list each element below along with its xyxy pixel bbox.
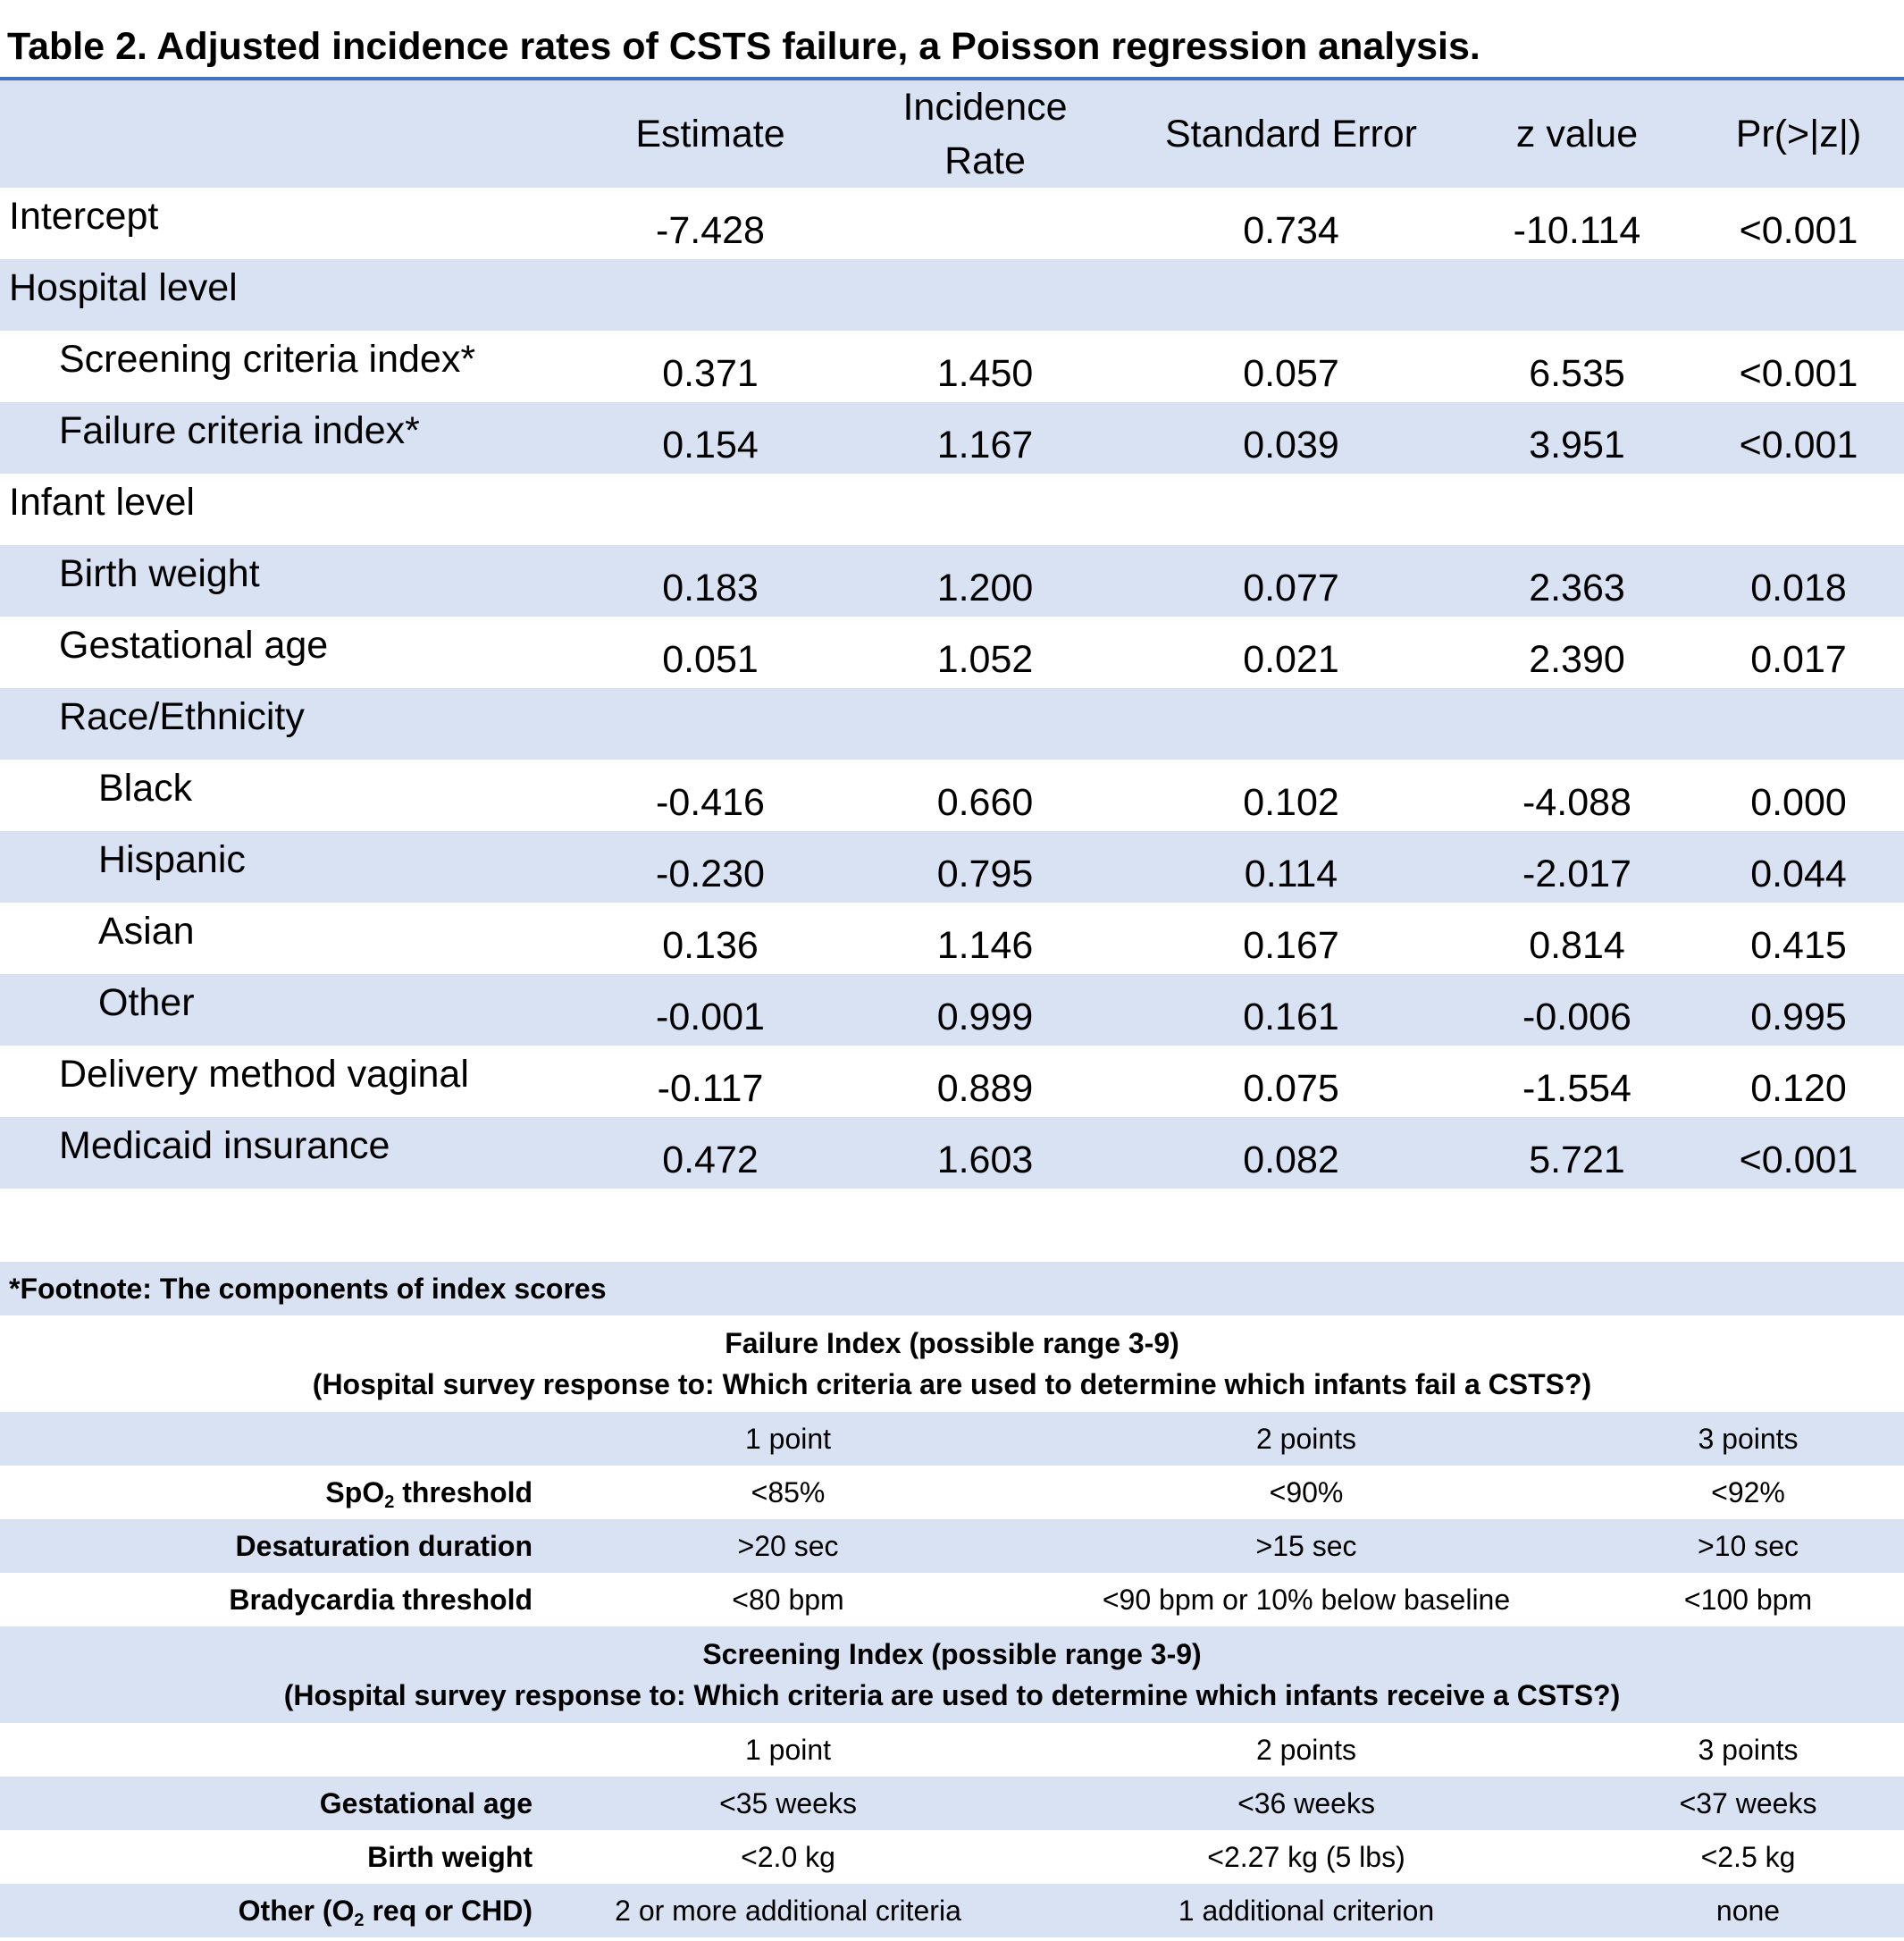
points-header: 1 point	[556, 1412, 1020, 1466]
table-row	[0, 474, 1904, 545]
criterion-label-text: Gestational age	[319, 1786, 533, 1819]
cell-p-value: 0.018	[1693, 545, 1904, 617]
cell-p-value: <0.001	[1693, 402, 1904, 474]
points-blank	[0, 1412, 556, 1466]
cell-estimate: -0.001	[572, 974, 849, 1046]
criterion-value: <90%	[1269, 1475, 1344, 1508]
table-row	[0, 974, 1904, 1046]
row-label: Black	[98, 767, 193, 810]
table-row	[0, 1046, 1904, 1117]
cell-z-value: 3.951	[1461, 402, 1693, 474]
table-row	[0, 903, 1904, 974]
cell-incidence-rate	[849, 188, 1121, 259]
criterion-value: <90 bpm or 10% below baseline	[1102, 1583, 1511, 1616]
cell-p-value	[1693, 688, 1904, 760]
cell-estimate: -0.230	[572, 831, 849, 903]
criterion-label	[0, 1777, 556, 1830]
criterion-label-text: SpO	[325, 1475, 385, 1508]
points-header: 1 point	[744, 1733, 832, 1766]
cell-incidence-rate: 1.200	[849, 545, 1121, 617]
points-header: 3 points	[1698, 1733, 1799, 1766]
table-row	[0, 331, 1904, 402]
table-row	[0, 259, 1904, 331]
criterion-value: <100 bpm	[1683, 1583, 1813, 1616]
cell-z-value: 5.721	[1461, 1117, 1693, 1189]
criterion-value: 2 or more additional criteria	[556, 1884, 1020, 1937]
footnote-table	[0, 1262, 1904, 1937]
screening-index-title-row	[0, 1626, 1904, 1723]
cell-std-error: 0.039	[1121, 402, 1461, 474]
cell-incidence-rate	[849, 688, 1121, 760]
criterion-value: >10 sec	[1592, 1519, 1904, 1573]
header-z-value: z value	[1461, 80, 1693, 188]
cell-std-error: 0.082	[1121, 1117, 1461, 1189]
table-row	[0, 188, 1904, 259]
cell-p-value: 0.120	[1750, 1067, 1847, 1110]
cell-std-error: 0.077	[1121, 545, 1461, 617]
cell-z-value	[1461, 259, 1693, 331]
table-row	[0, 688, 1904, 760]
criterion-row	[0, 1573, 1904, 1626]
cell-z-value: -0.006	[1461, 974, 1693, 1046]
cell-std-error	[1121, 688, 1461, 760]
cell-incidence-rate: 1.450	[936, 352, 1034, 395]
cell-std-error: 0.021	[1243, 638, 1339, 681]
cell-estimate: -7.428	[656, 209, 765, 252]
table-row	[0, 545, 1904, 617]
cell-z-value: 2.363	[1461, 545, 1693, 617]
header-incidence-line1: Incidence	[902, 86, 1068, 129]
criterion-value: <37 weeks	[1592, 1777, 1904, 1830]
cell-estimate: -0.117	[657, 1067, 764, 1110]
row-label: Hispanic	[0, 831, 572, 903]
criterion-value: >15 sec	[1020, 1519, 1592, 1573]
cell-z-value: 0.814	[1529, 924, 1625, 967]
failure-index-title	[0, 1315, 1904, 1412]
criterion-row	[0, 1519, 1904, 1573]
criterion-label-text: Bradycardia threshold	[229, 1583, 533, 1616]
criterion-row	[0, 1777, 1904, 1830]
cell-std-error	[1121, 474, 1461, 545]
cell-incidence-rate: 1.146	[936, 924, 1034, 967]
cell-estimate: 0.183	[572, 545, 849, 617]
table-row	[0, 402, 1904, 474]
screening-index-title	[0, 1626, 1904, 1723]
cell-p-value: 0.000	[1750, 781, 1847, 824]
cell-std-error: 0.167	[1243, 924, 1339, 967]
criterion-label-text: Other (O	[238, 1894, 355, 1927]
table-row	[0, 760, 1904, 831]
criterion-value: <85%	[751, 1475, 826, 1508]
table-row	[0, 617, 1904, 688]
cell-estimate: 0.472	[572, 1117, 849, 1189]
criterion-value: <2.0 kg	[741, 1840, 835, 1873]
cell-p-value: 0.995	[1693, 974, 1904, 1046]
header-p-value: Pr(>|z|)	[1693, 80, 1904, 188]
criterion-label-text: Desaturation duration	[235, 1529, 533, 1562]
cell-p-value: 0.415	[1750, 924, 1847, 967]
cell-z-value	[1461, 474, 1693, 545]
criterion-label	[0, 1830, 556, 1884]
cell-estimate	[572, 259, 849, 331]
cell-estimate	[572, 688, 849, 760]
criterion-value: <2.27 kg (5 lbs)	[1207, 1840, 1405, 1873]
points-row	[0, 1723, 1904, 1777]
cell-z-value: -1.554	[1522, 1067, 1631, 1110]
criterion-label-suffix: threshold	[394, 1475, 533, 1508]
criterion-value: <36 weeks	[1020, 1777, 1592, 1830]
cell-p-value: 0.044	[1693, 831, 1904, 903]
cell-std-error: 0.161	[1121, 974, 1461, 1046]
cell-estimate	[572, 474, 849, 545]
header-standard-error: Standard Error	[1121, 80, 1461, 188]
footnote-heading: *Footnote: The components of index scores	[0, 1262, 1904, 1315]
cell-incidence-rate: 1.167	[849, 402, 1121, 474]
cell-z-value: -10.114	[1513, 209, 1641, 252]
criterion-value: none	[1592, 1884, 1904, 1937]
criterion-value: <35 weeks	[556, 1777, 1020, 1830]
cell-incidence-rate: 0.660	[936, 781, 1034, 824]
cell-incidence-rate	[849, 259, 1121, 331]
row-label: Delivery method vaginal	[59, 1053, 469, 1096]
cell-std-error: 0.057	[1243, 352, 1339, 395]
table-row	[0, 1117, 1904, 1189]
row-label: Other	[0, 974, 572, 1046]
points-blank	[0, 1723, 556, 1777]
row-label: Failure criteria index*	[0, 402, 572, 474]
cell-z-value: 6.535	[1529, 352, 1625, 395]
criterion-row	[0, 1830, 1904, 1884]
points-header: 3 points	[1592, 1412, 1904, 1466]
cell-std-error: 0.075	[1243, 1067, 1339, 1110]
cell-std-error	[1121, 259, 1461, 331]
row-label: Asian	[98, 910, 195, 953]
criterion-value: 1 additional criterion	[1020, 1884, 1592, 1937]
cell-z-value: -2.017	[1461, 831, 1693, 903]
row-label: Screening criteria index*	[59, 338, 476, 381]
criterion-label-subscript: 2	[354, 1910, 365, 1930]
criterion-label	[0, 1573, 556, 1626]
row-label: Hospital level	[0, 259, 572, 331]
criterion-value: <2.5 kg	[1700, 1840, 1796, 1873]
row-label: Intercept	[9, 195, 159, 238]
criterion-value: <80 bpm	[732, 1583, 844, 1616]
cell-p-value	[1693, 259, 1904, 331]
criterion-label-text: Birth weight	[367, 1840, 533, 1873]
cell-estimate: 0.371	[662, 352, 759, 395]
cell-estimate: -0.416	[656, 781, 765, 824]
cell-incidence-rate: 0.889	[936, 1067, 1034, 1110]
cell-p-value: <0.001	[1739, 209, 1858, 252]
cell-incidence-rate: 1.603	[849, 1117, 1121, 1189]
criterion-label	[0, 1466, 556, 1519]
points-row	[0, 1412, 1904, 1466]
section-title: Failure Index (possible range 3-9)	[725, 1327, 1179, 1359]
cell-z-value	[1461, 688, 1693, 760]
points-header: 2 points	[1255, 1733, 1357, 1766]
cell-std-error: 0.734	[1243, 209, 1339, 252]
cell-p-value	[1693, 474, 1904, 545]
cell-p-value: <0.001	[1693, 1117, 1904, 1189]
cell-z-value: 2.390	[1529, 638, 1625, 681]
header-row	[0, 80, 1904, 188]
row-label: Birth weight	[0, 545, 572, 617]
footnote-heading-row	[0, 1262, 1904, 1315]
cell-std-error: 0.114	[1121, 831, 1461, 903]
table-title: Table 2. Adjusted incidence rates of CSTS failure, a Poisson regression analysis.	[7, 25, 1480, 68]
criterion-value: <92%	[1711, 1475, 1785, 1508]
criterion-label-suffix: req or CHD)	[364, 1894, 533, 1927]
points-header: 2 points	[1020, 1412, 1592, 1466]
criterion-label-subscript: 2	[384, 1491, 395, 1512]
cell-estimate: 0.051	[662, 638, 759, 681]
criterion-row	[0, 1466, 1904, 1519]
cell-z-value: -4.088	[1522, 781, 1631, 824]
table-row	[0, 831, 1904, 903]
header-incidence-rate	[849, 80, 1121, 188]
section-title: Screening Index (possible range 3-9)	[702, 1638, 1202, 1670]
criterion-label	[0, 1519, 556, 1573]
cell-p-value: <0.001	[1739, 352, 1858, 395]
section-subtitle: (Hospital survey response to: Which criteria are used to determine which infants receive a CSTS?)	[283, 1679, 1621, 1711]
header-label	[0, 80, 572, 188]
row-label: Medicaid insurance	[0, 1117, 572, 1189]
cell-incidence-rate	[849, 474, 1121, 545]
regression-table	[0, 80, 1904, 1189]
cell-estimate: 0.136	[662, 924, 759, 967]
failure-index-title-row	[0, 1315, 1904, 1412]
header-estimate: Estimate	[572, 80, 849, 188]
criterion-label	[0, 1884, 556, 1937]
cell-incidence-rate: 0.999	[849, 974, 1121, 1046]
header-incidence-line2: Rate	[944, 139, 1026, 182]
cell-p-value: 0.017	[1750, 638, 1847, 681]
cell-estimate: 0.154	[572, 402, 849, 474]
row-label: Infant level	[9, 481, 195, 524]
row-label: Gestational age	[59, 624, 329, 667]
row-label: Race/Ethnicity	[0, 688, 572, 760]
section-subtitle: (Hospital survey response to: Which criteria are used to determine which infants fail a CSTS?)	[312, 1368, 1592, 1400]
cell-incidence-rate: 0.795	[849, 831, 1121, 903]
criterion-value: >20 sec	[556, 1519, 1020, 1573]
cell-std-error: 0.102	[1243, 781, 1339, 824]
cell-incidence-rate: 1.052	[936, 638, 1034, 681]
criterion-row	[0, 1884, 1904, 1937]
